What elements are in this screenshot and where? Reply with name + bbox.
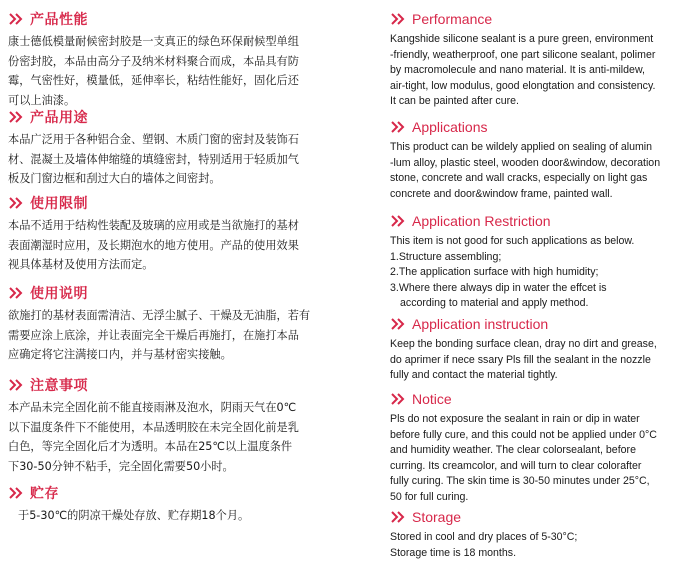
body-line: Storage time is 18 months.: [390, 546, 517, 559]
section-instruction-en: [390, 313, 694, 384]
body-line: 板及门窗边框和刮过大白的墙体之间密封。: [8, 172, 221, 185]
section-heading: [390, 313, 694, 335]
section-body: [8, 306, 372, 365]
section-instruction-zh: [8, 282, 372, 365]
section-title: 产品用途: [30, 110, 88, 126]
section-heading: [8, 106, 372, 128]
double-chevron-icon: [390, 317, 408, 331]
body-line: 于5-30℃的阴凉干燥处存放、贮存期18个月。: [18, 509, 250, 522]
body-line: 康士德低模量耐候密封胶是一支真正的绿色环保耐候型单组: [8, 35, 299, 48]
section-title: Storage: [412, 509, 462, 525]
body-line: Pls do not exposure the sealant in rain or dip in water: [390, 413, 640, 425]
section-notice-en: [390, 388, 694, 505]
body-line: air-tight, low modulus, good elongtation and consistency.: [390, 79, 656, 92]
body-line: 欲施打的基材表面需清洁、无浮尘腻子、干燥及无油脂，若有: [8, 309, 311, 322]
body-line: 2.The application surface with high humidity;: [390, 266, 599, 278]
double-chevron-icon: [8, 12, 26, 26]
section-body: [390, 337, 694, 384]
section-heading: [390, 210, 694, 232]
section-usage-zh: [8, 106, 372, 189]
section-body: [390, 32, 694, 110]
body-line: 份密封胶，本品由高分子及纳米材料聚合而成，本品具有防: [8, 54, 299, 68]
body-line: 表面潮湿时应用，及长期泡水的地方使用。产品的使用效果: [8, 238, 299, 252]
section-heading: [390, 388, 694, 410]
body-line: by macromolecule and nano material. It is anti-mildew,: [390, 64, 645, 76]
body-line: 白色，等完全固化后才为透明。本品在25℃以上温度条件: [8, 440, 293, 453]
double-chevron-icon: [8, 196, 26, 210]
section-body: [8, 130, 372, 189]
section-performance-zh: [8, 8, 372, 110]
body-line: 应确定将它注满接口内，并与基材密实接触。: [8, 348, 232, 361]
section-body: [8, 398, 372, 476]
section-title: Application Restriction: [412, 213, 551, 229]
body-line: This item is not good for such applications as below.: [390, 235, 635, 247]
body-line: and humidity weather. The clear colorsealant, before: [390, 444, 636, 456]
double-chevron-icon: [390, 12, 408, 26]
body-line: Stored in cool and dry places of 5-30°C;: [390, 531, 578, 543]
double-chevron-icon: [8, 486, 26, 500]
body-line: 材、混凝土及墙体伸缩缝的填缝密封，特别适用于轻质加气: [8, 152, 299, 166]
section-restriction-en: [390, 210, 694, 312]
body-line: 视具体基材及使用方法而定。: [8, 258, 154, 271]
body-line: -lum alloy, plastic steel, wooden door&window, decoration: [390, 156, 661, 169]
section-storage-zh: [8, 482, 372, 526]
section-title: Performance: [412, 11, 493, 27]
section-applications-en: [390, 116, 694, 202]
body-line: This product can be wildely applied on sealing of alumin: [390, 141, 653, 153]
body-line: curring. Its creamcolor, and will turn to clear colorafter: [390, 459, 642, 472]
section-body: [390, 140, 694, 202]
body-line: stone, concrete and wall cracks, especially on light gas: [390, 172, 648, 184]
section-body: [8, 32, 372, 110]
body-line: concrete and door&window frame, painted wall.: [390, 187, 613, 200]
body-line: Kangshide silicone sealant is a pure green, environment: [390, 33, 654, 45]
body-line: according to material and apply method.: [400, 297, 589, 309]
body-line: 本品不适用于结构性装配及玻璃的应用或是当欲施打的基材: [8, 219, 299, 232]
body-line: 可以上油漆。: [8, 93, 76, 107]
body-line: 以下温度条件下不能使用，本品透明胶在未完全固化前是乳: [8, 420, 299, 434]
section-title: 使用说明: [30, 286, 88, 302]
section-heading: [8, 192, 372, 214]
body-line: It can be painted after cure.: [390, 95, 519, 107]
section-body: [390, 234, 694, 312]
section-title: 贮存: [30, 486, 59, 502]
section-heading: [8, 282, 372, 304]
body-line: -friendly, weatherproof, one part silicone sealant, polimer: [390, 48, 656, 61]
body-line: 下30-50分钟不粘手，完全固化需要50小时。: [8, 459, 234, 473]
section-title: 注意事项: [30, 378, 88, 394]
section-title: 产品性能: [30, 12, 88, 28]
double-chevron-icon: [390, 120, 408, 134]
body-line: 本品广泛用于各种铝合金、塑钢、木质门窗的密封及装饰石: [8, 133, 299, 146]
double-chevron-icon: [8, 378, 26, 392]
section-storage-en: [390, 506, 694, 561]
double-chevron-icon: [390, 510, 408, 524]
section-heading: [390, 8, 694, 30]
section-notice-zh: [8, 374, 372, 476]
body-line: 3.Where there always dip in water the effcet is: [390, 281, 607, 294]
double-chevron-icon: [390, 392, 408, 406]
body-line: Keep the bonding surface clean, dray no dirt and grease,: [390, 338, 657, 350]
body-line: 本产品未完全固化前不能直接雨淋及泡水，阴雨天气在0℃: [8, 401, 297, 414]
body-line: 50 for full curing.: [390, 490, 469, 503]
body-line: fully and contact the material tightly.: [390, 369, 558, 381]
section-body: [390, 412, 694, 505]
section-heading: [8, 8, 372, 30]
section-body: [8, 506, 372, 526]
section-heading: [8, 482, 372, 504]
section-body: [390, 530, 694, 561]
section-title: Application instruction: [412, 316, 549, 332]
body-line: 需要应涂上底涂，并让表面完全干燥后再施打，在施打本品: [8, 328, 299, 342]
body-line: fully curing. The skin time is 30-50 minutes under 25°C,: [390, 475, 650, 487]
section-title: Notice: [412, 391, 452, 407]
section-title: Applications: [412, 119, 488, 135]
double-chevron-icon: [8, 110, 26, 124]
body-line: before fully cure, and this could not be applied under 0°C: [390, 428, 657, 441]
section-performance-en: [390, 8, 694, 110]
double-chevron-icon: [390, 214, 408, 228]
section-restriction-zh: [8, 192, 372, 275]
section-heading: [8, 374, 372, 396]
body-line: 1.Structure assembling;: [390, 250, 502, 263]
body-line: 霉，气密性好，模量低，延伸率长，粘结性能好，固化后还: [8, 74, 299, 87]
section-heading: [390, 116, 694, 138]
section-title: 使用限制: [30, 196, 88, 212]
section-body: [8, 216, 372, 275]
section-heading: [390, 506, 694, 528]
body-line: do aprimer if nece ssary Pls fill the sealant in the nozzle: [390, 353, 651, 366]
double-chevron-icon: [8, 286, 26, 300]
